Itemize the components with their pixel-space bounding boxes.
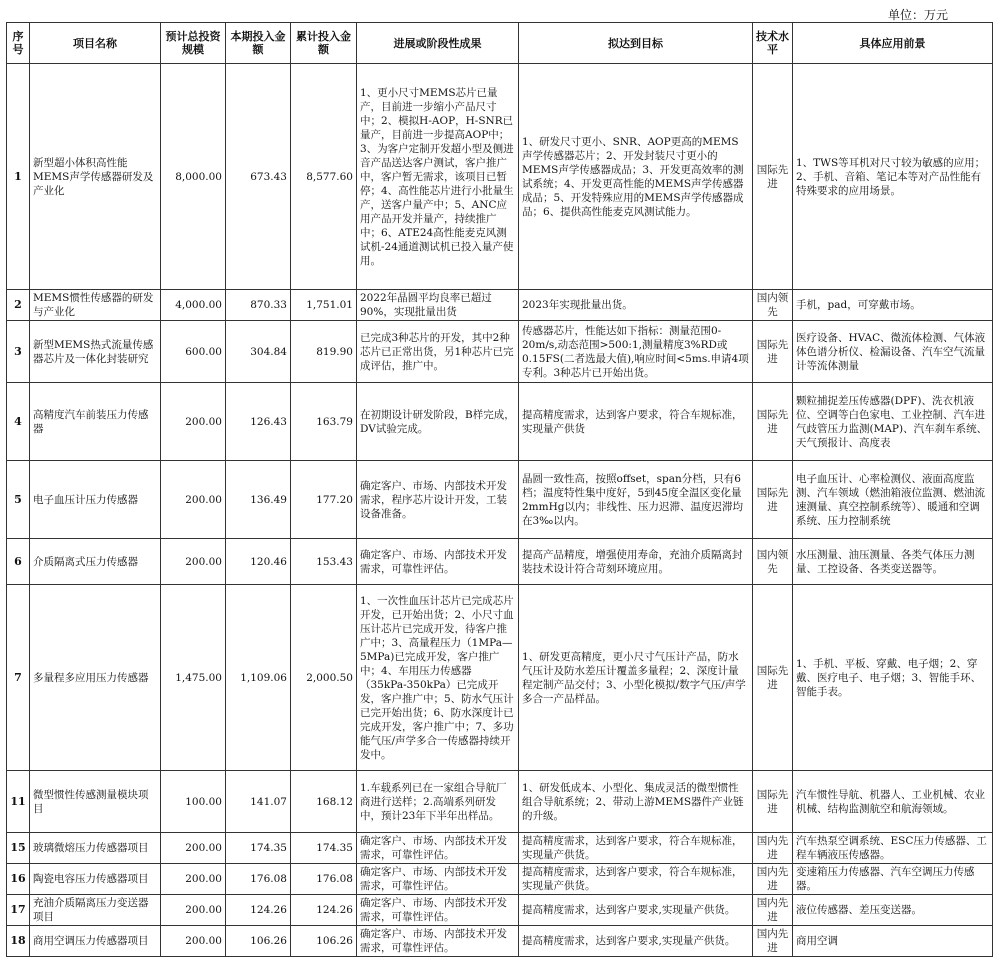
- row-progress: 确定客户、市场、内部技术开发需求，可靠性评估。: [357, 895, 519, 926]
- header-target: 拟达到目标: [519, 23, 753, 64]
- row-no: 16: [7, 864, 30, 895]
- row-budget: 200.00: [161, 926, 226, 957]
- row-name: 商用空调压力传感器项目: [30, 926, 161, 957]
- row-application: 颗粒捕捉差压传感器(DPF)、洗衣机液位、空调等白色家电、工业控制、汽车进气歧管压力监测(MAP)、汽车刹车系统、天气预报计、高度表: [793, 383, 993, 461]
- table-row: [7, 895, 993, 926]
- row-budget: 1,475.00: [161, 585, 226, 771]
- rd-projects-table: [6, 22, 993, 957]
- row-target: 传感器芯片，性能达如下指标：测量范围0-20m/s,动态范围>500:1,测量精度3%RD或0.15FS(二者选最大值),响应时间<5ms.申请4项专利。3种芯片已开始出货。: [519, 321, 753, 383]
- row-budget: 600.00: [161, 321, 226, 383]
- header-tech: 技术水平: [753, 23, 793, 64]
- row-progress: 确定客户、市场、内部技术开发需求，可靠性评估。: [357, 833, 519, 864]
- row-current: 126.43: [226, 383, 291, 461]
- row-application: 水压测量、油压测量、各类气体压力测量、工控设备、各类变送器等。: [793, 539, 993, 585]
- table-header-row: [7, 23, 993, 64]
- row-current: 673.43: [226, 64, 291, 290]
- table-row: [7, 539, 993, 585]
- row-name: MEMS惯性传感器的研发与产业化: [30, 290, 161, 321]
- row-progress: 确定客户、市场、内部技术开发需求，程序芯片设计开发，工装设备准备。: [357, 461, 519, 539]
- row-budget: 200.00: [161, 895, 226, 926]
- row-no: 1: [7, 64, 30, 290]
- row-budget: 200.00: [161, 461, 226, 539]
- row-budget: 200.00: [161, 864, 226, 895]
- row-no: 15: [7, 833, 30, 864]
- row-target: 提高精度需求，达到客户要求，符合车规标准，实现量产供货: [519, 383, 753, 461]
- header-progress: 进展或阶段性成果: [357, 23, 519, 64]
- row-cumulative: 153.43: [291, 539, 357, 585]
- row-target: 提高产品精度，增强使用寿命，充油介质隔离封装技术设计符合苛刻环境应用。: [519, 539, 753, 585]
- row-cumulative: 2,000.50: [291, 585, 357, 771]
- row-name: 新型超小体积高性能MEMS声学传感器研发及产业化: [30, 64, 161, 290]
- row-cumulative: 124.26: [291, 895, 357, 926]
- row-progress: 1、一次性血压计芯片已完成芯片开发，已开始出货；2、小尺寸血压计芯片已完成开发，待客户推广中；3、高量程压力（1MPa—5MPa)已完成开发，客户推广中；4、车用压力传感器（35kPa-350kPa）已完成开发，客户推广中；5、防水气压计已完开始出货；6、防水深度计已完成开发，客户推广中；7、多功能气压/声学多合一传感器持续开发中。: [357, 585, 519, 771]
- row-cumulative: 106.26: [291, 926, 357, 957]
- row-application: 商用空调: [793, 926, 993, 957]
- row-target: 1、研发更高精度，更小尺寸气压计产品，防水气压计及防水差压计覆盖多量程；2、深度计量程定制产品交付；3、小型化模拟/数字气压/声学多合一产品样品。: [519, 585, 753, 771]
- row-name: 新型MEMS热式流量传感器芯片及一体化封装研究: [30, 321, 161, 383]
- row-name: 多量程多应用压力传感器: [30, 585, 161, 771]
- row-tech: 国内领先: [753, 290, 793, 321]
- row-cumulative: 163.79: [291, 383, 357, 461]
- header-current: 本期投入金额: [226, 23, 291, 64]
- table-row: [7, 64, 993, 290]
- row-application: 液位传感器、差压变送器。: [793, 895, 993, 926]
- row-progress: 已完成3种芯片的开发，其中2种芯片已正常出货，另1种芯片已完成评估，推广中。: [357, 321, 519, 383]
- row-target: 1、研发低成本、小型化、集成灵活的微型惯性组合导航系统；2、带动上游MEMS器件产业链的升级。: [519, 771, 753, 833]
- header-application: 具体应用前景: [793, 23, 993, 64]
- row-cumulative: 819.90: [291, 321, 357, 383]
- row-application: 汽车热泵空调系统、ESC压力传感器、工程车辆液压传感器。: [793, 833, 993, 864]
- row-tech: 国际先进: [753, 585, 793, 771]
- row-name: 玻璃微熔压力传感器项目: [30, 833, 161, 864]
- row-application: 变速箱压力传感器、汽车空调压力传感器。: [793, 864, 993, 895]
- row-no: 18: [7, 926, 30, 957]
- row-tech: 国内先进: [753, 833, 793, 864]
- row-name: 陶瓷电容压力传感器项目: [30, 864, 161, 895]
- row-target: 晶圆一致性高，按照offset，span分档，只有6档；温度特性集中度好，5到45度全温区变化量2mmHg以内；非线性、压力迟滞、温度迟滞均在3‰以内。: [519, 461, 753, 539]
- table-row: [7, 864, 993, 895]
- row-name: 电子血压计压力传感器: [30, 461, 161, 539]
- row-current: 174.35: [226, 833, 291, 864]
- table-row: [7, 926, 993, 957]
- row-cumulative: 176.08: [291, 864, 357, 895]
- row-budget: 8,000.00: [161, 64, 226, 290]
- row-application: 1、TWS等耳机对尺寸较为敏感的应用；2、手机、音箱、笔记本等对产品性能有特殊要求的应用场景。: [793, 64, 993, 290]
- row-target: 提高精度需求，达到客户要求，符合车规标准，实现量产供货。: [519, 864, 753, 895]
- row-target: 提高精度需求，达到客户要求,实现量产供货。: [519, 926, 753, 957]
- row-target: 提高精度需求，达到客户要求，符合车规标准，实现量产供货。: [519, 833, 753, 864]
- row-tech: 国际先进: [753, 321, 793, 383]
- row-current: 1,109.06: [226, 585, 291, 771]
- row-progress: 2022年晶圆平均良率已超过90%，实现批量出货: [357, 290, 519, 321]
- table-row: [7, 833, 993, 864]
- row-name: 充油介质隔离压力变送器项目: [30, 895, 161, 926]
- row-no: 3: [7, 321, 30, 383]
- row-no: 4: [7, 383, 30, 461]
- unit-label: 单位：万元: [887, 8, 948, 22]
- row-no: 2: [7, 290, 30, 321]
- row-cumulative: 8,577.60: [291, 64, 357, 290]
- row-tech: 国内先进: [753, 864, 793, 895]
- row-no: 7: [7, 585, 30, 771]
- table-row: [7, 461, 993, 539]
- row-application: 医疗设备、HVAC、微流体检测、气体液体色谱分析仪、检漏设备、汽车空气流量计等流体测量: [793, 321, 993, 383]
- row-progress: 确定客户、市场、内部技术开发需求，可靠性评估。: [357, 864, 519, 895]
- row-tech: 国际先进: [753, 64, 793, 290]
- row-current: 106.26: [226, 926, 291, 957]
- row-no: 17: [7, 895, 30, 926]
- row-budget: 100.00: [161, 771, 226, 833]
- row-current: 870.33: [226, 290, 291, 321]
- header-cumulative: 累计投入金额: [291, 23, 357, 64]
- row-current: 120.46: [226, 539, 291, 585]
- row-application: 手机，pad，可穿戴市场。: [793, 290, 993, 321]
- row-progress: 确定客户、市场、内部技术开发需求，可靠性评估。: [357, 926, 519, 957]
- row-target: 1、研发尺寸更小、SNR、AOP更高的MEMS声学传感器芯片；2、开发封装尺寸更小的MEMS声学传感器成品；3、开发更高效率的测试系统；4、开发更高性能的MEMS声学传感器成品；5、开发特殊应用的MEMS声学传感器成品；6、提供高性能麦克风测试能力。: [519, 64, 753, 290]
- table-row: [7, 321, 993, 383]
- row-no: 11: [7, 771, 30, 833]
- row-current: 141.07: [226, 771, 291, 833]
- row-name: 微型惯性传感测量模块项目: [30, 771, 161, 833]
- row-tech: 国内领先: [753, 539, 793, 585]
- row-current: 304.84: [226, 321, 291, 383]
- row-tech: 国际先进: [753, 383, 793, 461]
- header-budget: 预计总投资规模: [161, 23, 226, 64]
- row-budget: 200.00: [161, 833, 226, 864]
- row-progress: 1.车载系列已在一家组合导航厂商进行送样；2.高端系列研发中，预计23年下半年出样品。: [357, 771, 519, 833]
- row-budget: 200.00: [161, 383, 226, 461]
- row-application: 1、手机、平板、穿戴、电子烟；2、穿戴、医疗电子、电子烟；3、智能手环、智能手表。: [793, 585, 993, 771]
- row-cumulative: 1,751.01: [291, 290, 357, 321]
- table-row: [7, 383, 993, 461]
- row-target: 2023年实现批量出货。: [519, 290, 753, 321]
- row-name: 介质隔离式压力传感器: [30, 539, 161, 585]
- row-cumulative: 174.35: [291, 833, 357, 864]
- row-application: 汽车惯性导航、机器人、工业机械、农业机械、结构监测航空和航海领域。: [793, 771, 993, 833]
- row-progress: 确定客户、市场、内部技术开发需求，可靠性评估。: [357, 539, 519, 585]
- row-budget: 200.00: [161, 539, 226, 585]
- row-cumulative: 177.20: [291, 461, 357, 539]
- row-no: 5: [7, 461, 30, 539]
- row-tech: 国内先进: [753, 926, 793, 957]
- row-progress: 1、更小尺寸MEMS芯片已量产，目前进一步缩小产品尺寸中；2、模拟H-AOP，H-SNR已量产，目前进一步提高AOP中；3、为客户定制开发超小型及侧进音产品送达客户测试，客户推广中，客户暂无需求，该项目已暂停；4、高性能芯片进行小批量生产，送客户量产中；5、ANC应用产品开发并量产，持续推广中；6、ATE24高性能麦克风测试机-24通道测试机已投入量产使用。: [357, 64, 519, 290]
- row-cumulative: 168.12: [291, 771, 357, 833]
- row-budget: 4,000.00: [161, 290, 226, 321]
- row-target: 提高精度需求，达到客户要求,实现量产供货。: [519, 895, 753, 926]
- row-tech: 国内先进: [753, 895, 793, 926]
- row-progress: 在初期设计研发阶段，B样完成，DV试验完成。: [357, 383, 519, 461]
- row-application: 电子血压计、心率检测仪、液面高度监测、汽车领域（燃油箱液位监测、燃油流速测量、真空控制系统等）、暖通和空调系统、压力控制系统: [793, 461, 993, 539]
- row-current: 136.49: [226, 461, 291, 539]
- header-no: 序号: [7, 23, 30, 64]
- header-name: 项目名称: [30, 23, 161, 64]
- table-row: [7, 771, 993, 833]
- row-current: 124.26: [226, 895, 291, 926]
- table-row: [7, 585, 993, 771]
- row-name: 高精度汽车前装压力传感器: [30, 383, 161, 461]
- row-current: 176.08: [226, 864, 291, 895]
- row-tech: 国际先进: [753, 461, 793, 539]
- row-tech: 国际先进: [753, 771, 793, 833]
- row-no: 6: [7, 539, 30, 585]
- table-row: [7, 290, 993, 321]
